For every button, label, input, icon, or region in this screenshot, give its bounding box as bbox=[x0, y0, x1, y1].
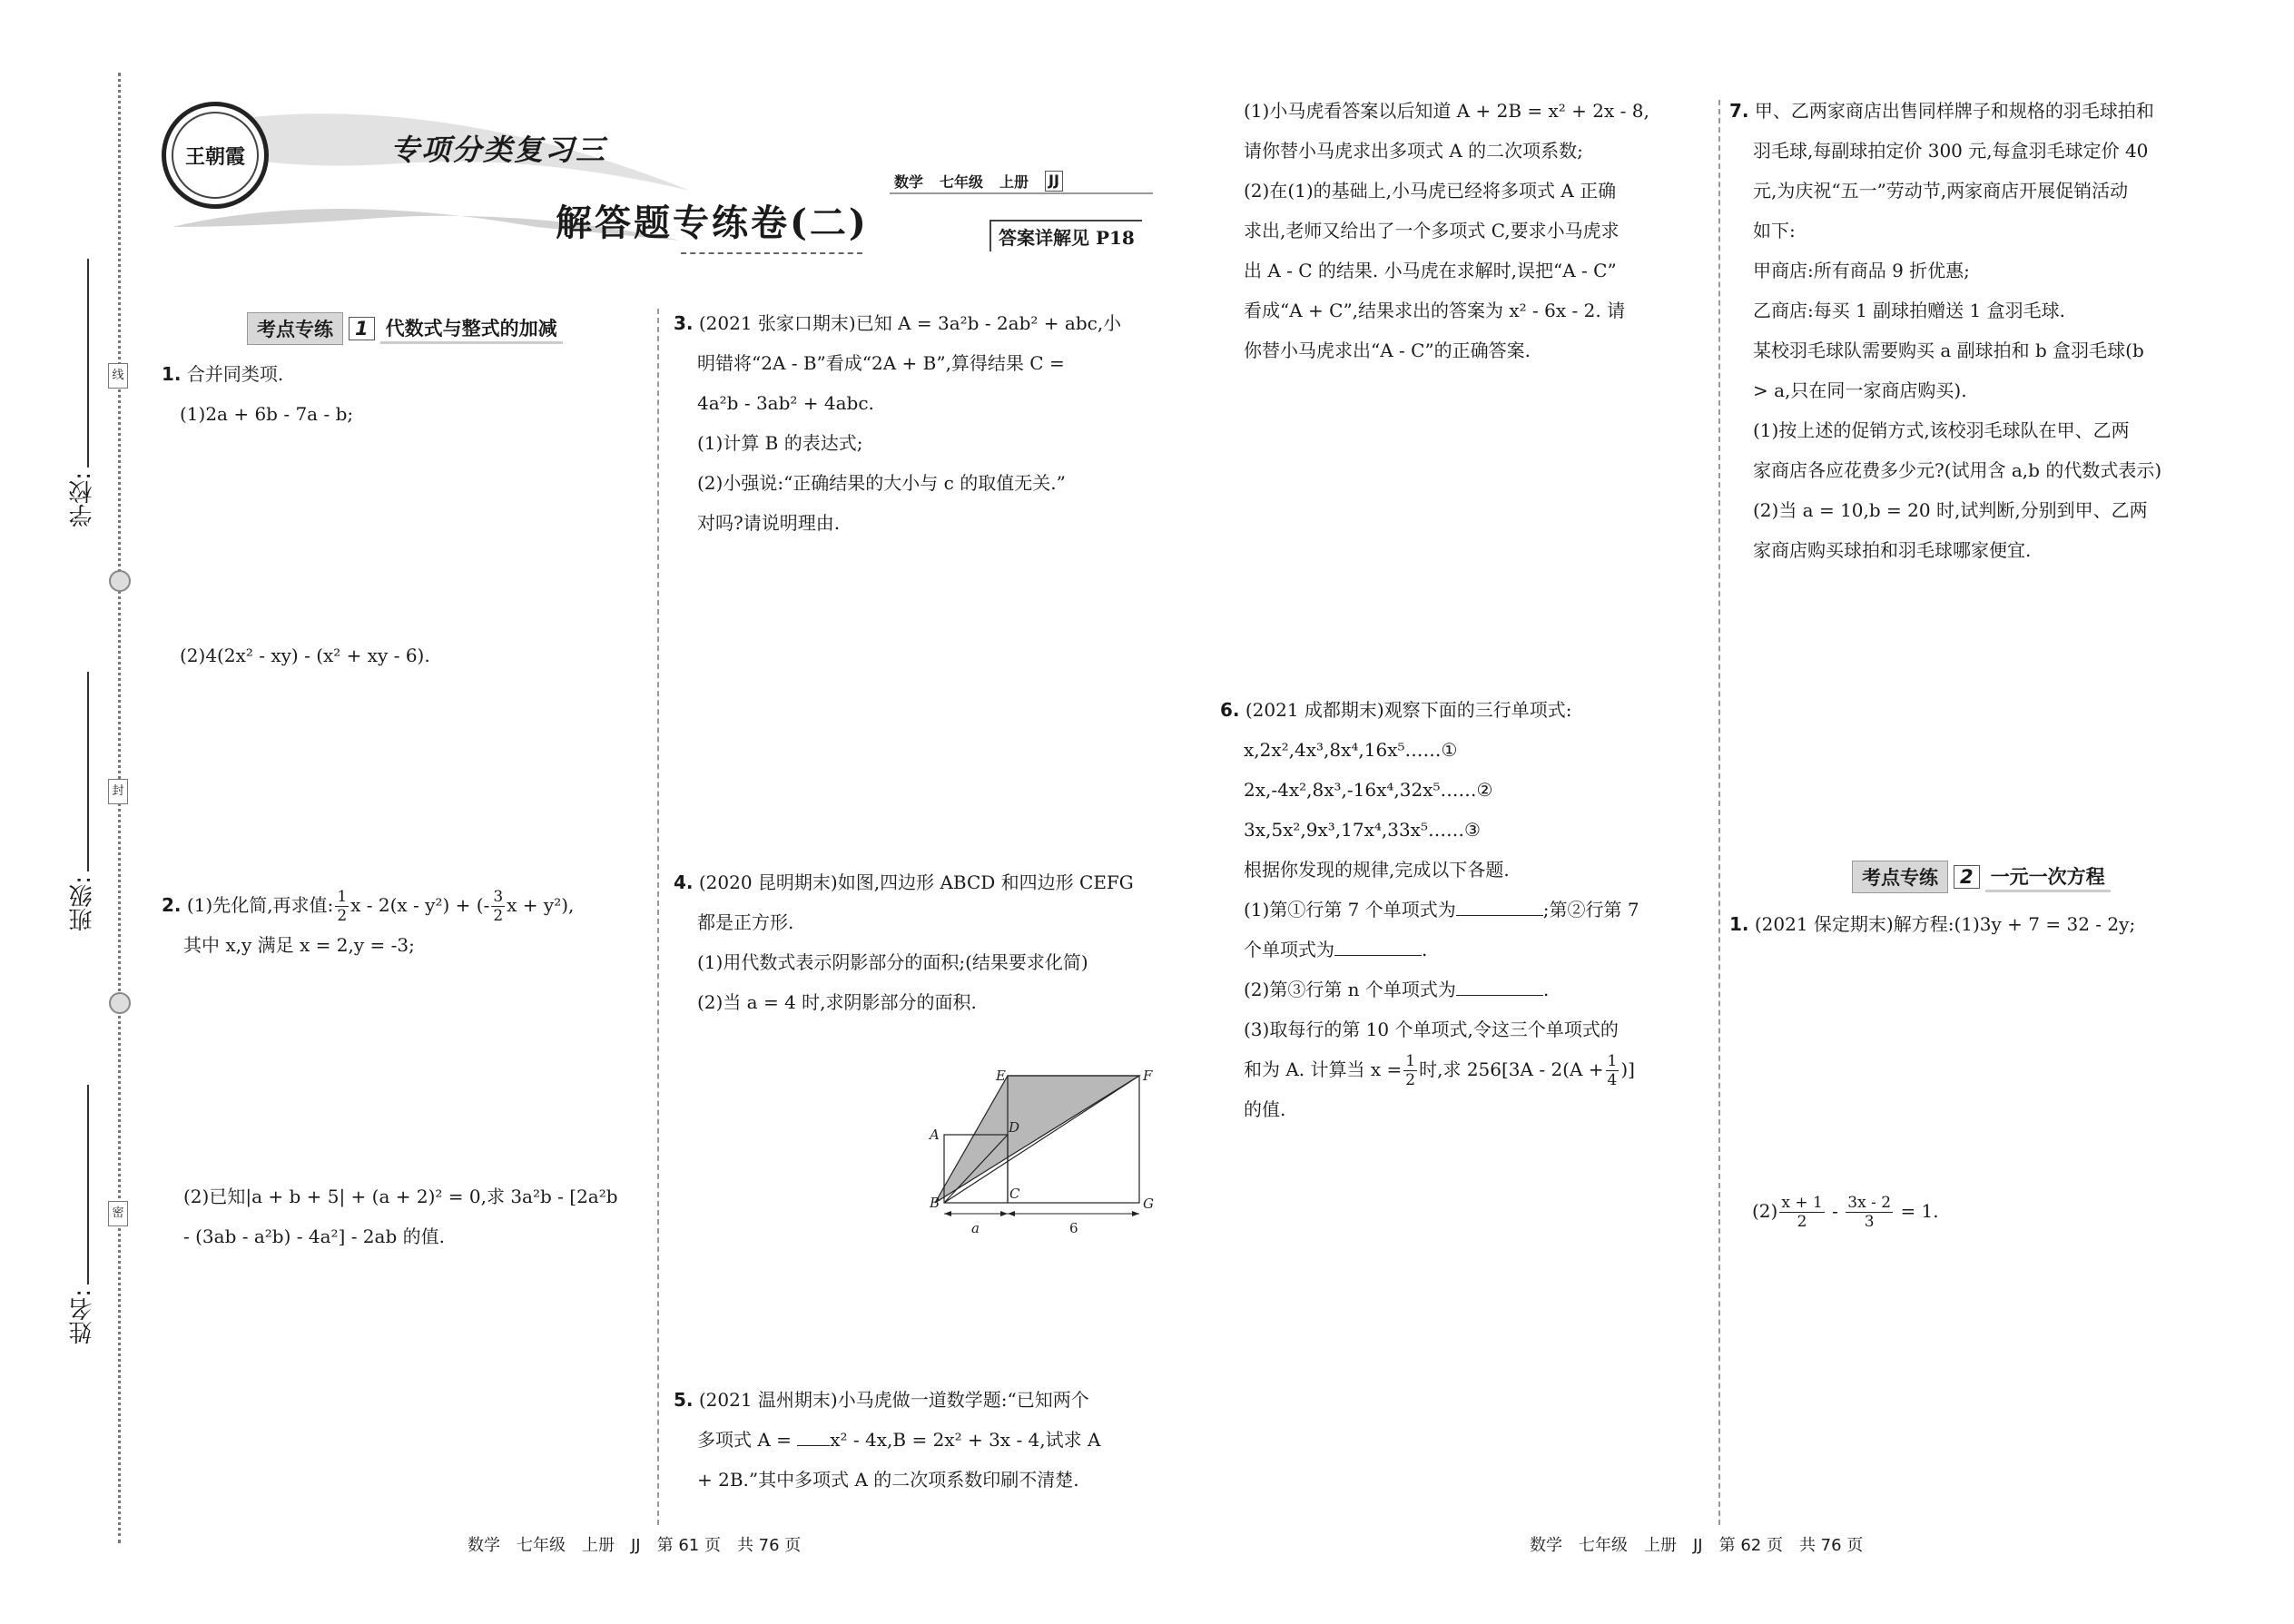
label-d: D bbox=[1009, 1119, 1020, 1136]
question-5-line-3: + 2B.”其中多项式 A 的二次项系数印刷不清楚. bbox=[697, 1469, 1079, 1491]
question-7-line-3: 元,为庆祝“五一”劳动节,两家商店开展促销活动 bbox=[1753, 180, 2129, 202]
question-7-line-4: 如下: bbox=[1753, 220, 1796, 241]
question-5-continued bbox=[1244, 91, 1649, 370]
shaded-region bbox=[935, 1076, 1139, 1203]
question-6-part-2-b: . bbox=[1542, 979, 1550, 1000]
meta-subject: 数学 bbox=[894, 173, 924, 191]
main-title: 解答题专练卷(二) bbox=[556, 202, 869, 244]
label-b: B bbox=[930, 1195, 940, 1211]
name-label: 姓名: bbox=[69, 1289, 96, 1344]
label-c: C bbox=[1009, 1186, 1020, 1202]
class-label: 班级: bbox=[69, 876, 96, 931]
question-7-line-11: (2)当 a = 10,b = 20 时,试判断,分别到甲、乙两 bbox=[1753, 499, 2148, 521]
question-2-part-1-a: (1)先化简,再求值: bbox=[186, 894, 334, 916]
question-2 bbox=[162, 885, 574, 965]
fraction-numerator: 1 bbox=[337, 888, 348, 906]
question-5-cont-line-7: 你替小马虎求出“A - C”的正确答案. bbox=[1244, 340, 1531, 361]
question-4-line-2: 都是正方形. bbox=[697, 911, 794, 933]
question-4-line-1: (2020 昆明期末)如图,四边形 ABCD 和四边形 CEFG bbox=[698, 871, 1134, 893]
coefficient-blank[interactable] bbox=[797, 1425, 830, 1446]
section-tag-label: 代数式与整式的加减 bbox=[380, 314, 563, 344]
section-2-question-1 bbox=[1729, 904, 2135, 944]
fraction-numerator: x + 1 bbox=[1781, 1194, 1823, 1212]
question-5-cont-line-6: 看成“A + C”,结果求出的答案为 x² - 6x - 2. 请 bbox=[1244, 300, 1626, 321]
question-1-part-2: (2)4(2x² - xy) - (x² + xy - 6). bbox=[180, 645, 430, 666]
question-number: 5. bbox=[674, 1389, 694, 1411]
fraction-3x-minus-2-over-3 bbox=[1846, 1194, 1893, 1231]
fraction-numerator: 1 bbox=[1405, 1052, 1416, 1070]
series-title: 专项分类复习三 bbox=[390, 133, 607, 167]
question-5-cont-line-5: 出 A - C 的结果. 小马虎在求解时,误把“A - C” bbox=[1244, 260, 1617, 281]
fraction-denominator: 2 bbox=[493, 907, 504, 925]
label-a: A bbox=[930, 1127, 940, 1143]
label-e: E bbox=[996, 1068, 1006, 1084]
question-3-line-2: 明错将“2A - B”看成“2A + B”,算得结果 C = bbox=[697, 352, 1065, 374]
question-3-line-4: (1)计算 B 的表达式; bbox=[697, 432, 863, 454]
equation-part-2 bbox=[1752, 1191, 1939, 1231]
question-number: 6. bbox=[1220, 699, 1240, 721]
question-number: 7. bbox=[1729, 100, 1749, 122]
question-5-cont-line-4: 求出,老师又给出了一个多项式 C,要求小马虎求 bbox=[1244, 220, 1620, 241]
section-tag-box: 考点专练 bbox=[1852, 861, 1948, 893]
answer-blank-1[interactable] bbox=[1456, 895, 1543, 916]
question-6-part-1-d: . bbox=[1422, 939, 1428, 960]
binding-mark-seal: 封 bbox=[108, 779, 128, 804]
section-tag-1 bbox=[247, 314, 563, 343]
question-4 bbox=[674, 862, 1134, 1022]
fraction-half bbox=[335, 888, 349, 925]
header-meta bbox=[894, 171, 1063, 192]
equation-rhs: = 1. bbox=[1900, 1200, 1939, 1222]
question-7 bbox=[1729, 91, 2161, 570]
section-tag-number: 2 bbox=[1954, 865, 1980, 889]
question-2-part-2 bbox=[183, 1176, 618, 1256]
question-2-part-1-c: x + y²), bbox=[507, 894, 575, 916]
meta-edition: JJ bbox=[1045, 171, 1063, 192]
school-field[interactable] bbox=[87, 259, 89, 468]
question-6 bbox=[1220, 690, 1639, 1129]
question-5-line-1: (2021 温州期末)小马虎做一道数学题:“已知两个 bbox=[698, 1389, 1089, 1411]
binding-hole-2 bbox=[109, 992, 131, 1014]
section-tag-label: 一元一次方程 bbox=[1985, 862, 2111, 892]
question-number: 4. bbox=[674, 871, 694, 893]
question-4-line-3: (1)用代数式表示阴影部分的面积;(结果要求化简) bbox=[697, 951, 1088, 973]
question-7-line-10: 家商店各应花费多少元?(试用含 a,b 的代数式表示) bbox=[1753, 459, 2162, 481]
question-7-line-5: 甲商店:所有商品 9 折优惠; bbox=[1753, 260, 1970, 281]
answer-ref: 答案详解见 P18 bbox=[989, 220, 1142, 251]
footer-left-page: 数学 七年级 上册 JJ 第 61 页 共 76 页 bbox=[468, 1536, 802, 1555]
arrow-head bbox=[1000, 1211, 1008, 1216]
question-6-instruction: 根据你发现的规律,完成以下各题. bbox=[1244, 859, 1510, 881]
answer-blank-2[interactable] bbox=[1334, 935, 1422, 956]
question-7-line-7: 某校羽毛球队需要购买 a 副球拍和 b 盒羽毛球(b bbox=[1753, 340, 2144, 361]
question-3-line-3: 4a²b - 3ab² + 4abc. bbox=[697, 392, 874, 414]
arrow-head bbox=[1008, 1211, 1015, 1216]
question-3-line-1: (2021 张家口期末)已知 A = 3a²b - 2ab² + abc,小 bbox=[698, 312, 1122, 334]
minus-sign: - bbox=[1832, 1200, 1838, 1222]
binding-dotted-line bbox=[118, 73, 121, 1543]
equation-part-2-label: (2) bbox=[1752, 1200, 1778, 1222]
question-6-part-1-a: (1)第①行第 7 个单项式为 bbox=[1244, 899, 1456, 920]
dimension-6: 6 bbox=[1069, 1220, 1078, 1236]
section-tag-box: 考点专练 bbox=[247, 312, 343, 345]
column-divider-2 bbox=[1718, 100, 1720, 1525]
question-number: 1. bbox=[162, 363, 182, 385]
question-5-line-2-b: x² - 4x,B = 2x² + 3x - 4,试求 A bbox=[830, 1429, 1101, 1451]
question-number: 1. bbox=[1729, 913, 1749, 935]
logo-inner-ring bbox=[172, 112, 259, 199]
fraction-denominator: 3 bbox=[1864, 1213, 1875, 1231]
square-figure bbox=[917, 1067, 1162, 1239]
question-7-line-1: 甲、乙两家商店出售同样牌子和规格的羽毛球拍和 bbox=[1754, 100, 2154, 122]
brand-logo bbox=[162, 102, 269, 209]
binding-hole-1 bbox=[109, 570, 131, 592]
arrow-head bbox=[944, 1211, 951, 1216]
fraction-denominator: 4 bbox=[1607, 1071, 1618, 1089]
question-2-part-1-b: x - 2(x - y²) + (- bbox=[350, 894, 490, 916]
question-6-part-1-c: 个单项式为 bbox=[1244, 939, 1334, 960]
monomial-row-2: 2x,-4x²,8x³,-16x⁴,32x⁵……② bbox=[1244, 779, 1493, 801]
question-6-part-3-a: 和为 A. 计算当 x = bbox=[1244, 1058, 1403, 1080]
fraction-half bbox=[1403, 1052, 1417, 1089]
label-g: G bbox=[1143, 1196, 1154, 1212]
dimension-a: a bbox=[971, 1220, 980, 1236]
fraction-numerator: 3x - 2 bbox=[1847, 1194, 1892, 1212]
class-field[interactable] bbox=[87, 672, 89, 871]
meta-volume: 上册 bbox=[999, 173, 1029, 191]
logo-text: 王朝霞 bbox=[184, 144, 245, 169]
question-7-line-8: > a,只在同一家商店购买). bbox=[1753, 379, 1967, 401]
meta-underline bbox=[890, 192, 1153, 194]
question-6-part-3-c: )] bbox=[1620, 1058, 1635, 1080]
question-number: 3. bbox=[674, 312, 694, 334]
question-5-cont-line-2: 请你替小马虎求出多项式 A 的二次项系数; bbox=[1244, 140, 1583, 162]
question-3-line-5: (2)小强说:“正确结果的大小与 c 的取值无关.” bbox=[697, 472, 1066, 494]
name-field[interactable] bbox=[87, 1085, 89, 1284]
question-5 bbox=[674, 1380, 1100, 1500]
fraction-three-halves bbox=[491, 888, 505, 925]
question-5-cont-line-3: (2)在(1)的基础上,小马虎已经将多项式 A 正确 bbox=[1244, 180, 1617, 202]
binding-mark-line: 线 bbox=[108, 363, 128, 389]
question-6-part-1-b: ;第②行第 7 bbox=[1542, 899, 1639, 920]
binding-mark-secret: 密 bbox=[108, 1201, 128, 1226]
question-1-part-1: (1)2a + 6b - 7a - b; bbox=[180, 403, 354, 425]
monomial-row-3: 3x,5x²,9x³,17x⁴,33x⁵……③ bbox=[1244, 819, 1481, 841]
meta-grade: 七年级 bbox=[940, 173, 984, 191]
title-dash-decor bbox=[681, 252, 862, 254]
question-1 bbox=[162, 354, 353, 434]
label-f: F bbox=[1143, 1068, 1153, 1084]
question-6-end: 的值. bbox=[1244, 1098, 1286, 1120]
question-6-part-3: (3)取每行的第 10 个单项式,令这三个单项式的 bbox=[1244, 1019, 1619, 1040]
fraction-denominator: 2 bbox=[1405, 1071, 1416, 1089]
question-2-part-2-line-1: (2)已知|a + b + 5| + (a + 2)² = 0,求 3a²b - [2a²b bbox=[183, 1186, 618, 1207]
question-1-title: 合并同类项. bbox=[186, 363, 284, 385]
question-2-part-2-line-2: - (3ab - a²b) - 4a²] - 2ab 的值. bbox=[183, 1225, 445, 1247]
question-3-line-6: 对吗?请说明理由. bbox=[697, 512, 841, 534]
question-6-part-3-b: 时,求 256[3A - 2(A + bbox=[1419, 1058, 1604, 1080]
question-6-line-1: (2021 成都期末)观察下面的三行单项式: bbox=[1245, 699, 1572, 721]
question-7-line-9: (1)按上述的促销方式,该校羽毛球队在甲、乙两 bbox=[1753, 419, 2130, 441]
answer-blank-3[interactable] bbox=[1456, 975, 1543, 996]
school-label: 学校: bbox=[69, 472, 96, 527]
fraction-numerator: 1 bbox=[1607, 1052, 1618, 1070]
question-5-cont-line-1: (1)小马虎看答案以后知道 A + 2B = x² + 2x - 8, bbox=[1244, 100, 1649, 122]
question-number: 2. bbox=[162, 894, 182, 916]
question-7-line-6: 乙商店:每买 1 副球拍赠送 1 盒羽毛球. bbox=[1753, 300, 2065, 321]
column-divider-1 bbox=[657, 309, 659, 1525]
question-4-line-4: (2)当 a = 4 时,求阴影部分的面积. bbox=[697, 991, 977, 1013]
section-tag-2 bbox=[1852, 862, 2111, 891]
question-6-part-2-a: (2)第③行第 n 个单项式为 bbox=[1244, 979, 1456, 1000]
fraction-denominator: 2 bbox=[1797, 1213, 1807, 1231]
fraction-numerator: 3 bbox=[493, 888, 504, 906]
question-2-condition: 其中 x,y 满足 x = 2,y = -3; bbox=[183, 934, 415, 956]
fraction-denominator: 2 bbox=[337, 907, 348, 925]
fraction-x-plus-1-over-2 bbox=[1779, 1194, 1824, 1231]
fraction-quarter bbox=[1606, 1052, 1620, 1089]
monomial-row-1: x,2x²,4x³,8x⁴,16x⁵……① bbox=[1244, 739, 1458, 761]
question-7-line-12: 家商店购买球拍和羽毛球哪家便宜. bbox=[1753, 539, 2032, 561]
question-7-line-2: 羽毛球,每副球拍定价 300 元,每盒羽毛球定价 40 bbox=[1753, 140, 2149, 162]
equation-part-1: (2021 保定期末)解方程:(1)3y + 7 = 32 - 2y; bbox=[1754, 913, 2136, 935]
question-5-line-2-a: 多项式 A = bbox=[697, 1429, 798, 1451]
arrow-head bbox=[1132, 1211, 1139, 1216]
section-tag-number: 1 bbox=[349, 317, 375, 340]
footer-right-page: 数学 七年级 上册 JJ 第 62 页 共 76 页 bbox=[1530, 1536, 1864, 1555]
question-3 bbox=[674, 303, 1121, 543]
